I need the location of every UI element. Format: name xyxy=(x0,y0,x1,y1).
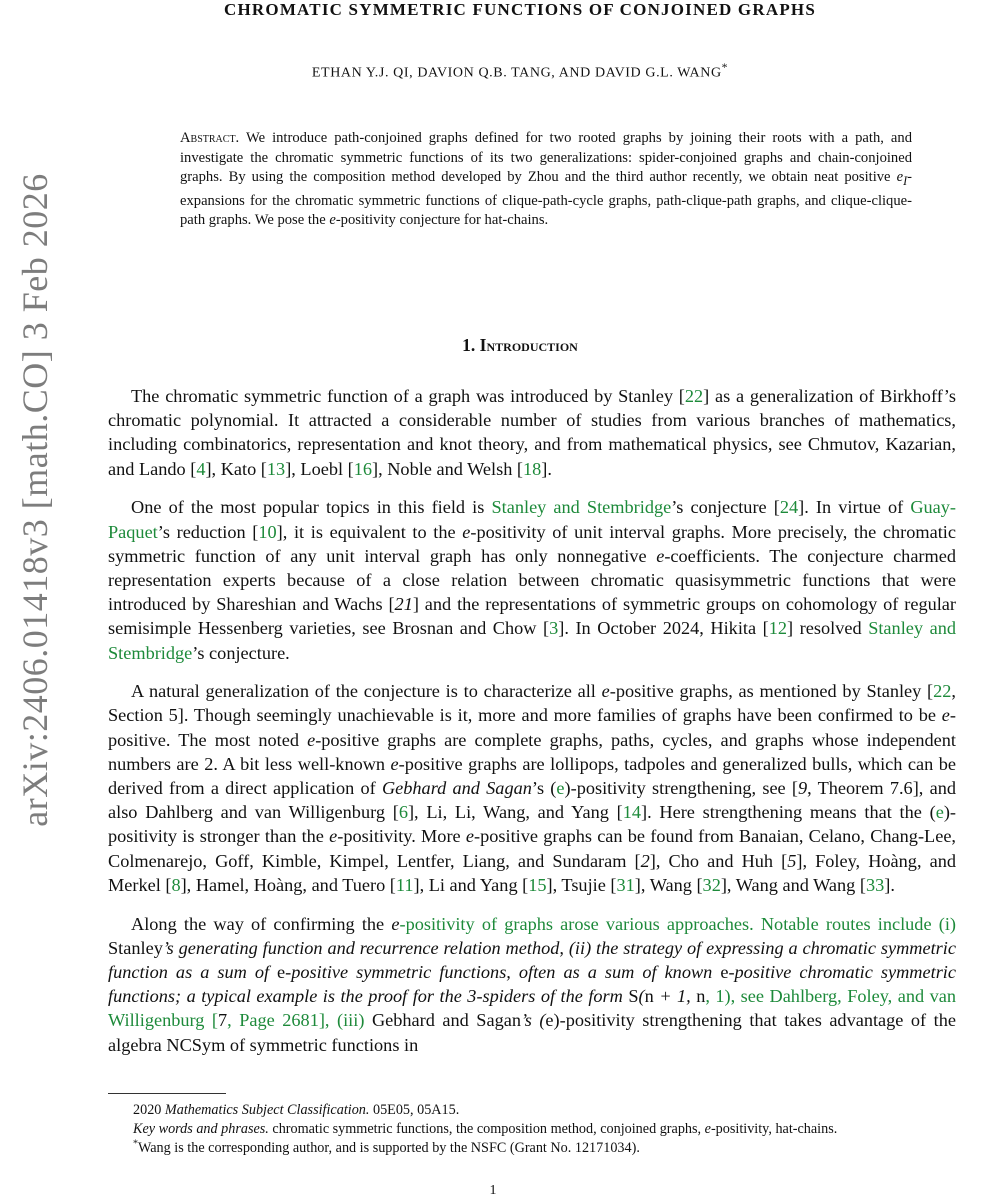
paragraph-text: One of the most popular topics in this field is xyxy=(131,497,492,518)
abstract xyxy=(180,129,912,231)
paragraph-text: ], Kato [ xyxy=(205,458,267,479)
paragraph-text: The chromatic symmetric function of a graph was introduced by Stanley [ xyxy=(131,386,685,406)
paragraph-text: ], Foley, Hoàng, and Merkel [ xyxy=(108,850,956,895)
corresponding-text: Wang is the corresponding author, and is supported by the NSFC (Grant No. 12171034). xyxy=(138,1140,640,1156)
author-link[interactable]: Stanley and Stembridge xyxy=(108,618,956,663)
paragraph-text: )-positivity strengthening that takes advantage of the algebra NCSym of symmetric functions in xyxy=(108,1010,956,1055)
paragraph-text: -positive. The most noted xyxy=(108,705,956,750)
citation-link[interactable]: 8 xyxy=(171,874,181,895)
math-symbol: e xyxy=(329,826,338,847)
paragraph-text: ’s conjecture [ xyxy=(671,497,780,518)
paragraph-text: ], Wang and Wang [ xyxy=(720,874,866,895)
citation-link[interactable]: 24 xyxy=(779,497,799,518)
page-number: 1 xyxy=(489,1183,497,1198)
paragraph-4 xyxy=(108,912,956,1057)
msc-label: Mathematics Subject Classification. xyxy=(164,1102,370,1118)
citation-link[interactable]: 12 xyxy=(768,618,788,639)
citation-link[interactable]: 16 xyxy=(353,458,372,479)
paragraph-text: )-positivity strengthening, see [ xyxy=(564,778,798,799)
paragraph-text: Along the way of confirming the xyxy=(131,913,392,934)
math-symbol: Gebhard and Sagan xyxy=(381,778,532,799)
paragraph-text: e xyxy=(545,1010,554,1031)
paragraph-text: Gebhard and Sagan xyxy=(371,1010,521,1031)
math-symbol: e xyxy=(307,729,316,750)
paragraph-1 xyxy=(108,384,956,481)
paragraph-text: ], Loebl [ xyxy=(285,458,354,479)
body-text xyxy=(108,384,956,1071)
author-link[interactable]: Stanley and Stembridge xyxy=(491,497,672,518)
paragraph-text: -positive graphs are lollipops, tadpoles and generalized bulls, which can be derived from a direct application of xyxy=(108,753,956,799)
paragraph-text: e xyxy=(277,961,286,982)
abstract-label: Abstract. xyxy=(180,130,240,146)
paragraph-text: ], Li and Yang [ xyxy=(413,874,529,895)
author-link[interactable]: Guay-Paquet xyxy=(108,497,956,542)
math-symbol: e xyxy=(941,705,950,726)
paragraph-text: , Theorem 7.6], and also Dahlberg and van Willigenburg [ xyxy=(108,778,956,823)
paragraph-text: -positive graphs are complete graphs, paths, cycles, and graphs whose independent numbers are 2. A bit less well-known xyxy=(108,729,957,774)
math-symbol: e xyxy=(656,545,665,566)
section-number: 1. xyxy=(462,335,476,355)
math-e: e xyxy=(329,212,336,229)
math-subscript-i: I xyxy=(903,174,908,189)
author-link[interactable]: e xyxy=(556,778,565,799)
author-list xyxy=(100,61,940,82)
paragraph-text: ], Li, Li, Wang, and Yang [ xyxy=(407,802,623,823)
citation-link[interactable]: 32 xyxy=(702,874,721,895)
paragraph-text: ’s reduction [ xyxy=(157,521,259,542)
citation-link[interactable]: e xyxy=(935,802,944,823)
math-symbol: e xyxy=(601,681,610,702)
math-symbol: + 1, xyxy=(653,986,697,1007)
footnote-rule xyxy=(108,1093,226,1094)
abstract-text: -positivity conjecture for hat-chains. xyxy=(335,212,549,229)
paragraph-text: ] resolved xyxy=(787,618,869,639)
math-e: e xyxy=(896,169,904,186)
msc-year: 2020 xyxy=(133,1102,165,1118)
keywords-text: -positivity, hat-chains. xyxy=(710,1121,838,1137)
abstract-text: We introduce path-conjoined graphs defined for two rooted graphs by joining their roots with a path, and investigate the chromatic symmetric functions of its two generalizations: spider-conjoined graphs and chain-conjoined graphs. By using the composition method developed by Zhou and the third author recently, we obtain neat positive xyxy=(180,130,912,186)
paragraph-text: -positivity of unit interval graphs. More precisely, the chromatic symmetric function of any unit interval graph has only nonnegative xyxy=(108,521,956,566)
math-e: e xyxy=(704,1121,711,1137)
citation-link[interactable]: 22 xyxy=(684,386,704,406)
section-heading xyxy=(100,335,940,356)
paragraph-text: ]. In October 2024, Hikita [ xyxy=(558,618,769,639)
author-link[interactable]: , Page 2681], (iii) xyxy=(227,1010,372,1031)
paragraph-text: ], Wang [ xyxy=(634,874,703,895)
citation-link[interactable]: 22 xyxy=(933,681,952,702)
paragraph-text: ’s conjecture. xyxy=(192,642,290,663)
citation-link[interactable]: 18 xyxy=(523,458,542,479)
paragraph-3 xyxy=(108,679,956,897)
arxiv-identifier: arXiv:2406.01418v3 [math.CO] 3 Feb 2026 xyxy=(15,173,55,827)
authors-text: ETHAN Y.J. QI, DAVION Q.B. TANG, AND DAVID G.L. WANG xyxy=(311,65,722,81)
paragraph-text: ], Noble and Welsh [ xyxy=(372,458,524,479)
citation-link[interactable]: 4 xyxy=(196,458,206,479)
paragraph-text: n xyxy=(696,986,706,1007)
paragraph-text: -positivity. More xyxy=(337,826,466,847)
paragraph-text: -coefficients. The conjecture charmed representation experts because of a close relation between chromatic quasisymmetric functions that were introduced by Shareshian and Wachs [ xyxy=(108,545,956,615)
math-symbol: e xyxy=(465,826,475,847)
paragraph-text: ], it is equivalent to the xyxy=(276,521,463,542)
paragraph-text: ]. xyxy=(884,874,895,895)
keywords-label: Key words and phrases. xyxy=(133,1121,269,1137)
math-symbol: 2 xyxy=(640,850,650,871)
math-symbol: ( xyxy=(638,986,645,1007)
paragraph-text: ], Cho and Huh [ xyxy=(649,850,788,871)
math-symbol: -positive chromatic symmetric functions; a typical example is the proof for the 3-spiders of the form xyxy=(108,961,957,1007)
footnote-star: * xyxy=(133,1138,138,1150)
citation-link[interactable]: 3 xyxy=(549,618,559,639)
citation-link[interactable]: 13 xyxy=(266,458,286,479)
footnote-msc xyxy=(108,1101,956,1120)
math-symbol: -positive symmetric functions, often as a sum of known xyxy=(285,961,721,982)
paper-title: CHROMATIC SYMMETRIC FUNCTIONS OF CONJOINED GRAPHS xyxy=(224,0,816,19)
citation-link[interactable]: , 1), see Dahlberg, Foley, and van Willigenburg [ xyxy=(108,986,956,1031)
arxiv-sidebar xyxy=(0,0,70,920)
math-symbol: 5 xyxy=(787,850,797,871)
citation-link[interactable]: 33 xyxy=(865,874,885,895)
paragraph-text: -positive graphs can be found from Banaian, Celano, Chang-Lee, Colmenarejo, Goff, Kimble, Kimpel, Lentfer, Liang, and Sundaram [ xyxy=(108,826,957,871)
paragraph-text: ]. Here strengthening means that the ( xyxy=(641,802,936,823)
math-symbol: e xyxy=(390,753,399,774)
citation-link[interactable]: 11 xyxy=(395,874,414,895)
paragraph-text: ] as a generalization of Birkhoff’s chromatic polynomial. It attracted a considerable number of studies from various branches of mathematics, including combinatorics, representation and knot theory, and from mathematical physics, see Chmutov, Kazarian, and Lando [ xyxy=(108,386,956,479)
paragraph-text: ] and the representations of symmetric groups on cohomology of regular semisimple Hessenberg varieties, see Brosnan and Chow [ xyxy=(108,594,957,639)
math-symbol: 21 xyxy=(394,594,413,615)
paragraph-text: ’s ( xyxy=(531,778,557,799)
footnotes xyxy=(108,1101,956,1158)
citation-link[interactable]: 6 xyxy=(398,802,408,823)
math-symbol: e xyxy=(462,521,471,542)
keywords-text: chromatic symmetric functions, the composition method, conjoined graphs, xyxy=(268,1121,705,1137)
citation-link[interactable]: 14 xyxy=(622,802,641,823)
paragraph-text: )-positivity is stronger than the xyxy=(108,802,956,847)
paragraph-text: 7 xyxy=(218,1010,228,1031)
math-symbol: ’s ( xyxy=(520,1010,546,1031)
math-symbol: ’s generating function and recurrence relation method, (ii) the strategy of expressing a chromatic symmetric function as a sum of xyxy=(108,937,956,982)
paragraph-text: Stanley xyxy=(108,937,163,958)
paragraph-text: S xyxy=(628,986,639,1007)
paragraph-2 xyxy=(108,495,956,664)
section-title: Introduction xyxy=(479,335,578,355)
msc-codes: 05E05, 05A15. xyxy=(369,1102,460,1118)
math-symbol: e xyxy=(391,913,400,934)
citation-link[interactable]: 15 xyxy=(528,874,547,895)
paragraph-text: n xyxy=(644,986,654,1007)
footnote-keywords xyxy=(108,1120,956,1139)
paragraph-text: ]. In virtue of xyxy=(798,497,911,518)
paragraph-text: -positive graphs, as mentioned by Stanley [ xyxy=(609,681,934,702)
footnote-corresponding xyxy=(108,1139,956,1158)
math-symbol: 9 xyxy=(798,778,808,799)
corresponding-author-mark: * xyxy=(721,61,729,74)
paragraph-text: , Section 5]. Though seemingly unachievable is it, more and more families of graphs have been confirmed to be xyxy=(108,681,956,726)
abstract-text: -expansions for the chromatic symmetric functions of clique-path-cycle graphs, path-clique-path graphs, and clique-clique-path graphs. We pose the xyxy=(180,169,912,229)
paragraph-text: A natural generalization of the conjecture is to characterize all xyxy=(131,681,602,702)
citation-link[interactable]: 31 xyxy=(616,874,635,895)
paragraph-text: ]. xyxy=(541,458,552,479)
paragraph-text: ], Hamel, Hoàng, and Tuero [ xyxy=(180,874,396,895)
paragraph-text: ], Tsujie [ xyxy=(546,874,617,895)
author-link[interactable]: -positivity of graphs arose various approaches. Notable routes include (i) xyxy=(399,913,956,934)
citation-link[interactable]: 10 xyxy=(258,521,277,542)
paragraph-text: e xyxy=(720,961,729,982)
